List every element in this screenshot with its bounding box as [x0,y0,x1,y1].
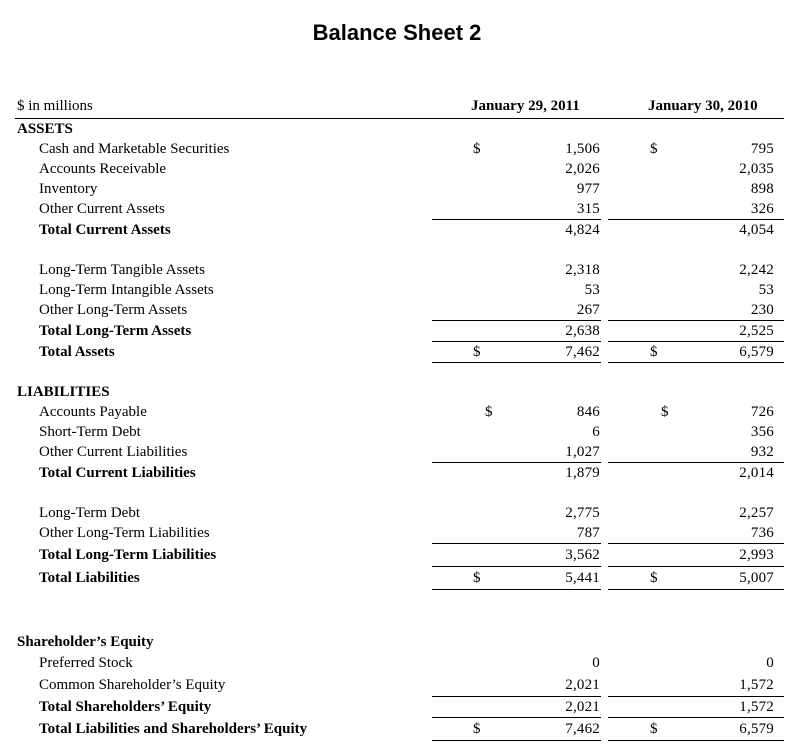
section-label: Shareholder’s Equity [17,634,154,650]
row-label: Long-Term Tangible Assets [39,262,205,278]
page-title: Balance Sheet 2 [312,20,482,45]
total-line [608,740,784,741]
row-label: Other Current Liabilities [39,444,188,460]
table-row [0,179,794,199]
row-label: Total Current Liabilities [39,465,196,481]
row-label: Total Liabilities [39,570,140,586]
row-label: Total Assets [39,344,115,360]
column-header-2011: January 29, 2011 [471,98,580,114]
value-2011: 2,021 [565,677,600,693]
row-label: Long-Term Intangible Assets [39,282,214,298]
table-row-total [0,568,794,588]
value-2010: 53 [758,282,774,298]
table-row-total [0,697,794,717]
row-label: Other Current Assets [39,201,165,217]
table-row-total [0,463,794,483]
column-header-2010: January 30, 2010 [648,98,758,114]
value-2010: 230 [750,302,774,318]
units-label: $ in millions [17,98,93,114]
currency-symbol: $ [473,141,481,157]
value-2011: 7,462 [565,721,600,737]
table-row [0,442,794,462]
subtotal-line [608,717,784,718]
currency-symbol: $ [473,344,481,360]
value-2011: 1,506 [565,141,600,157]
table-row [0,199,794,219]
total-line [432,362,601,363]
value-2011: 846 [576,404,600,420]
value-2011: 5,441 [565,570,600,586]
value-2010: 2,014 [739,465,774,481]
value-2010: 6,579 [739,344,774,360]
currency-symbol: $ [650,570,658,586]
table-row-total [0,220,794,240]
table-row [0,523,794,543]
row-label: Total Shareholders’ Equity [39,699,212,715]
row-label: Preferred Stock [39,655,133,671]
row-label: Cash and Marketable Securities [39,141,230,157]
table-row-total [0,321,794,341]
value-2010: 1,572 [739,699,774,715]
section-equity [0,632,794,652]
row-label: Short-Term Debt [39,424,141,440]
subtotal-line [608,543,784,544]
value-2010: 4,054 [739,222,774,238]
row-label: Accounts Payable [39,404,147,420]
value-2010: 736 [750,525,774,541]
table-row-total [0,545,794,565]
total-line [608,589,784,590]
table-row [0,280,794,300]
row-label: Total Long-Term Assets [39,323,192,339]
value-2011: 2,318 [565,262,600,278]
row-label: Common Shareholder’s Equity [39,677,226,693]
value-2011: 787 [576,525,600,541]
total-line [432,740,601,741]
row-label: Total Liabilities and Shareholders’ Equity [39,721,308,737]
row-label: Inventory [39,181,98,197]
table-row [0,159,794,179]
value-2010: 356 [750,424,774,440]
value-2011: 1,027 [565,444,600,460]
subtotal-line [608,566,784,567]
value-2011: 267 [576,302,600,318]
value-2010: 898 [750,181,774,197]
currency-symbol: $ [661,404,669,420]
row-label: Total Long-Term Liabilities [39,547,217,563]
section-liabilities [0,382,794,402]
value-2011: 0 [592,655,600,671]
row-label: Accounts Receivable [39,161,167,177]
subtotal-line [432,543,601,544]
value-2010: 0 [766,655,774,671]
table-row [0,422,794,442]
value-2011: 977 [576,181,600,197]
section-label: LIABILITIES [17,384,110,400]
value-2010: 6,579 [739,721,774,737]
value-2011: 1,879 [565,465,600,481]
value-2011: 2,026 [565,161,600,177]
table-row [0,139,794,159]
subtotal-line [432,566,601,567]
table-row [0,675,794,695]
table-row-total [0,719,794,739]
total-line [432,589,601,590]
row-label: Other Long-Term Liabilities [39,525,210,541]
value-2011: 7,462 [565,344,600,360]
row-label: Total Current Assets [39,222,171,238]
section-label: ASSETS [17,121,73,137]
value-2011: 2,021 [565,699,600,715]
currency-symbol: $ [473,721,481,737]
currency-symbol: $ [650,344,658,360]
value-2010: 326 [750,201,774,217]
table-row [0,300,794,320]
currency-symbol: $ [485,404,493,420]
value-2010: 2,035 [739,161,774,177]
currency-symbol: $ [473,570,481,586]
value-2011: 2,638 [565,323,600,339]
value-2010: 1,572 [739,677,774,693]
value-2011: 3,562 [565,547,600,563]
table-row [0,653,794,673]
value-2011: 4,824 [565,222,600,238]
currency-symbol: $ [650,721,658,737]
row-label: Other Long-Term Assets [39,302,188,318]
value-2010: 932 [750,444,774,460]
value-2010: 2,242 [739,262,774,278]
value-2010: 795 [750,141,774,157]
value-2010: 2,257 [739,505,774,521]
table-row [0,503,794,523]
currency-symbol: $ [650,141,658,157]
value-2011: 6 [592,424,600,440]
value-2010: 726 [750,404,774,420]
value-2010: 2,993 [739,547,774,563]
row-label: Long-Term Debt [39,505,141,521]
subtotal-line [432,717,601,718]
value-2011: 315 [576,201,600,217]
table-row [0,260,794,280]
value-2011: 53 [584,282,600,298]
table-row [0,402,794,422]
value-2010: 5,007 [739,570,774,586]
table-row-total [0,342,794,362]
value-2011: 2,775 [565,505,600,521]
section-assets [0,119,794,139]
value-2010: 2,525 [739,323,774,339]
total-line [608,362,784,363]
